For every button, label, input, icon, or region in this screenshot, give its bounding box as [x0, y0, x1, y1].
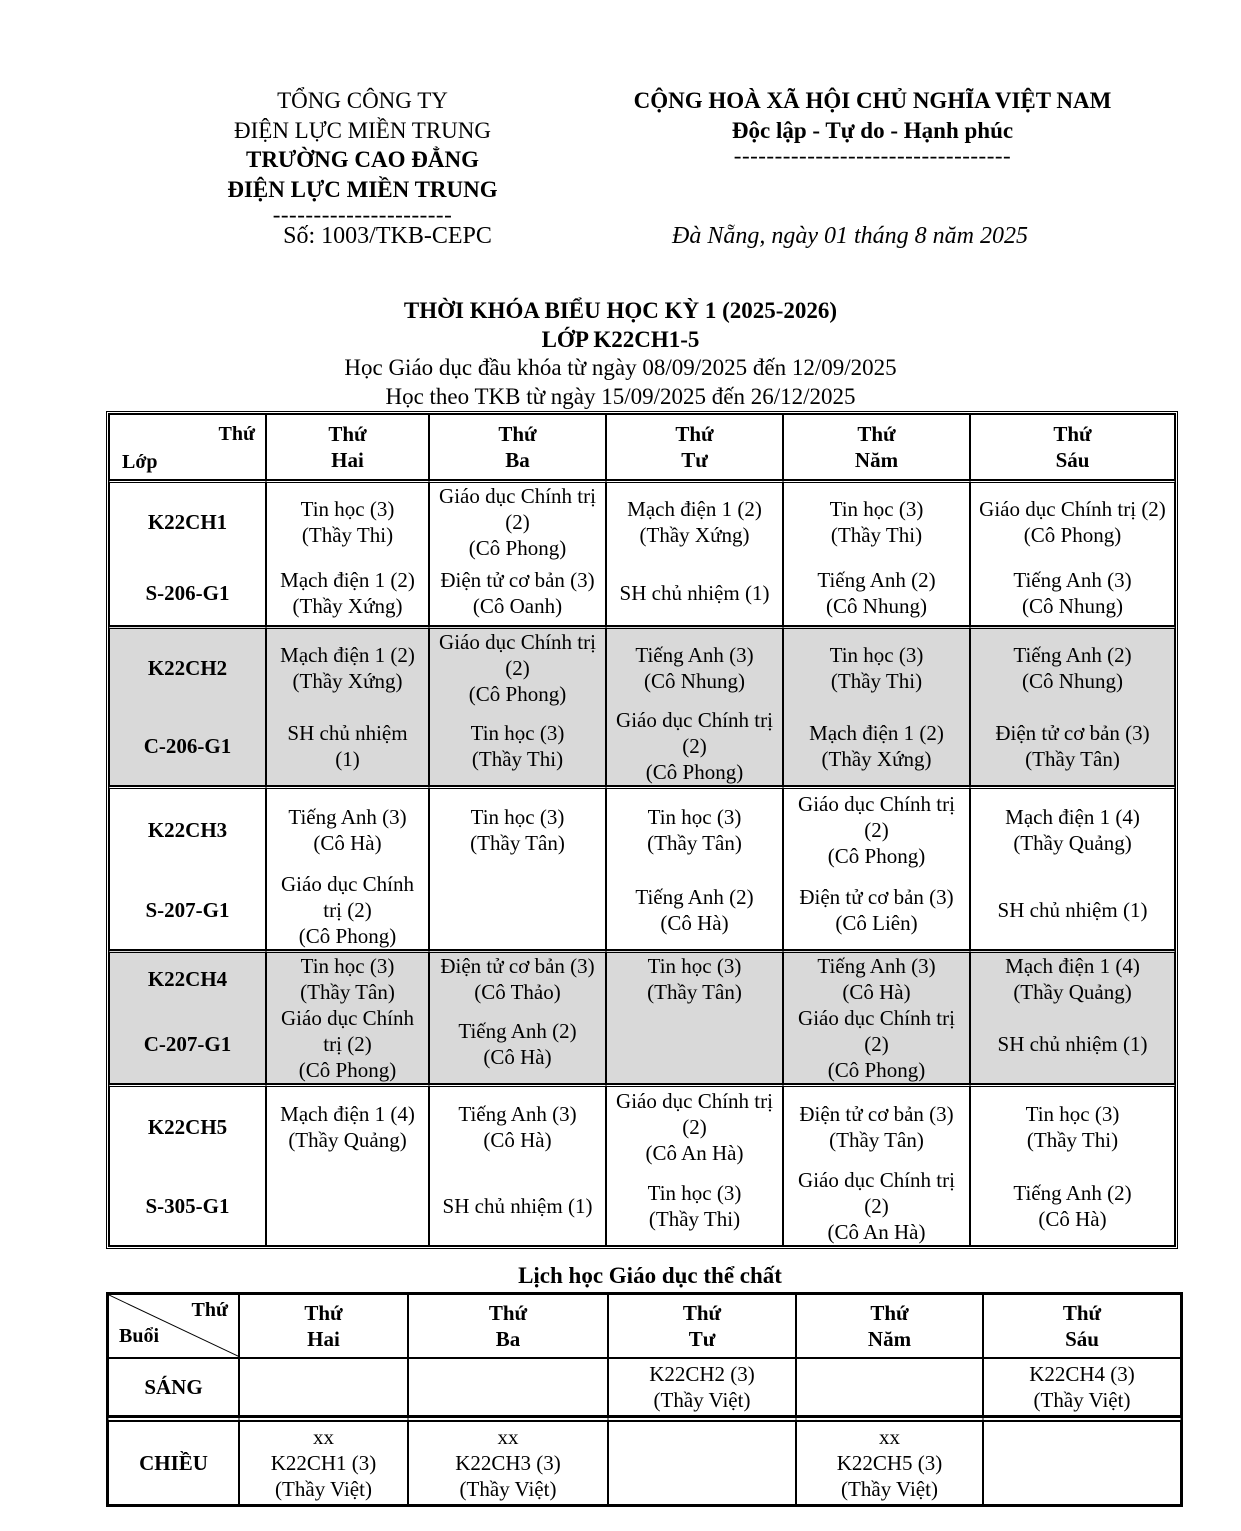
day-header-top: Thứ — [488, 1301, 528, 1325]
day-header-name: Tư — [688, 1327, 716, 1351]
class-row-k22ch3 — [109, 786, 1175, 871]
title-line-4: Học theo TKB từ ngày 15/09/2025 đến 26/12/2025 — [385, 383, 856, 409]
day-header-ba — [429, 414, 606, 480]
corner-cell — [109, 414, 266, 480]
lesson-cell — [266, 1167, 429, 1246]
day-header-name: Hai — [331, 448, 364, 472]
room-row-c-207-g1 — [109, 1005, 1175, 1084]
lesson-cell: Giáo dục Chính trị (2) (Cô Phong) — [266, 1005, 429, 1084]
lesson-cell: Giáo dục Chính trị (2) (Cô Phong) — [429, 480, 606, 561]
pe-day-header-sáu — [983, 1294, 1181, 1358]
class-name-cell: K22CH1 — [109, 480, 266, 561]
lesson-cell: Giáo dục Chính trị (2) (Cô Phong) — [783, 1005, 970, 1084]
lesson-cell: Tin học (3) (Thầy Thi) — [429, 707, 606, 786]
room-cell: S-206-G1 — [109, 561, 266, 626]
pe-day-header-tư — [608, 1294, 796, 1358]
document-date: Đà Nẵng, ngày 01 tháng 8 năm 2025 — [672, 223, 1028, 249]
lesson-cell: Giáo dục Chính trị (2) (Cô Phong) — [266, 871, 429, 950]
class-name-cell: K22CH2 — [109, 626, 266, 707]
day-header-top: Thứ — [675, 422, 714, 446]
room-cell: S-305-G1 — [109, 1167, 266, 1246]
day-header-top: Thứ — [328, 422, 367, 446]
pe-row-afternoon — [108, 1416, 1181, 1505]
day-header-name: Sáu — [1065, 1327, 1099, 1351]
lesson-cell: Mạch điện 1 (2) (Thầy Xứng) — [606, 480, 783, 561]
pe-lesson-cell — [983, 1416, 1181, 1505]
lesson-cell: Tiếng Anh (2) (Cô Nhung) — [970, 626, 1175, 707]
class-row-k22ch5 — [109, 1084, 1175, 1167]
pe-lesson-cell: xx K22CH3 (3) (Thầy Việt) — [408, 1416, 608, 1505]
day-header-top: Thứ — [857, 422, 896, 446]
pe-lesson-cell: K22CH4 (3) (Thầy Việt) — [983, 1358, 1181, 1416]
lesson-cell: Mạch điện 1 (4) (Thầy Quảng) — [970, 950, 1175, 1005]
lesson-cell: Tiếng Anh (3) (Cô Nhung) — [606, 626, 783, 707]
day-header-sáu — [970, 414, 1175, 480]
day-header-tư — [606, 414, 783, 480]
lesson-cell: Điện tử cơ bản (3) (Cô Oanh) — [429, 561, 606, 626]
issuer-separator: ---------------------- — [272, 202, 453, 227]
day-header-name: Hai — [307, 1327, 340, 1351]
lesson-cell: Giáo dục Chính trị (2) (Cô Phong) — [606, 707, 783, 786]
corner-class-label: Lớp — [122, 451, 158, 473]
lesson-cell: SH chủ nhiệm (1) — [970, 871, 1175, 950]
national-motto: Độc lập - Tự do - Hạnh phúc — [731, 117, 1014, 143]
pe-day-header-năm — [796, 1294, 983, 1358]
day-header-name: Ba — [495, 1327, 521, 1351]
lesson-cell: Mạch điện 1 (2) (Thầy Xứng) — [783, 707, 970, 786]
room-cell: C-206-G1 — [109, 707, 266, 786]
pe-schedule-title: Lịch học Giáo dục thể chất — [518, 1263, 782, 1288]
pe-session-cell: SÁNG — [108, 1358, 239, 1416]
lesson-cell: SH chủ nhiệm (1) — [429, 1167, 606, 1246]
room-row-c-206-g1 — [109, 707, 1175, 786]
title-line-1: THỜI KHÓA BIỂU HỌC KỲ 1 (2025-2026) — [403, 298, 838, 323]
lesson-cell: Mạch điện 1 (4) (Thầy Quảng) — [266, 1084, 429, 1167]
lesson-cell: Tin học (3) (Thầy Thi) — [970, 1084, 1175, 1167]
national-motto-block — [600, 86, 1145, 167]
class-name-cell: K22CH4 — [109, 950, 266, 1005]
lesson-cell: Mạch điện 1 (4) (Thầy Quảng) — [970, 786, 1175, 871]
lesson-cell: SH chủ nhiệm (1) — [606, 561, 783, 626]
day-header-hai — [266, 414, 429, 480]
issuer-line-3: TRƯỜNG CAO ĐẲNG — [246, 147, 479, 172]
title-line-2: LỚP K22CH1-5 — [541, 326, 700, 352]
lesson-cell: Tiếng Anh (3) (Cô Hà) — [266, 786, 429, 871]
lesson-cell: Tin học (3) (Thầy Thi) — [783, 480, 970, 561]
issuer-line-2: ĐIỆN LỰC MIỀN TRUNG — [234, 117, 491, 143]
lesson-cell: Giáo dục Chính trị (2) (Cô Phong) — [783, 786, 970, 871]
lesson-cell: Tiếng Anh (3) (Cô Nhung) — [970, 561, 1175, 626]
lesson-cell: Giáo dục Chính trị (2) (Cô An Hà) — [783, 1167, 970, 1246]
day-header-top: Thứ — [682, 1301, 722, 1325]
timetable-header-row — [109, 414, 1175, 480]
pe-corner-cell — [108, 1294, 239, 1358]
pe-row-morning — [108, 1358, 1181, 1416]
pe-schedule-table — [106, 1292, 1183, 1507]
class-row-k22ch4 — [109, 950, 1175, 1005]
pe-header-row — [108, 1294, 1181, 1358]
pe-lesson-cell — [408, 1358, 608, 1416]
lesson-cell: Tiếng Anh (2) (Cô Hà) — [429, 1005, 606, 1084]
day-header-top: Thứ — [1053, 422, 1092, 446]
lesson-cell: Tin học (3) (Thầy Thi) — [266, 480, 429, 561]
lesson-cell: Giáo dục Chính trị (2) (Cô An Hà) — [606, 1084, 783, 1167]
class-name-cell: K22CH3 — [109, 786, 266, 871]
pe-corner-day-label: Thứ — [191, 1299, 228, 1321]
corner-day-label: Thứ — [218, 423, 255, 445]
day-header-name: Ba — [505, 448, 530, 472]
room-cell: C-207-G1 — [109, 1005, 266, 1084]
pe-corner-session-label: Buổi — [119, 1325, 160, 1347]
class-row-k22ch2 — [109, 626, 1175, 707]
lesson-cell: Giáo dục Chính trị (2) (Cô Phong) — [429, 626, 606, 707]
pe-day-header-ba — [408, 1294, 608, 1358]
day-header-top: Thứ — [870, 1301, 909, 1325]
lesson-cell: Điện tử cơ bản (3) (Thầy Tân) — [783, 1084, 970, 1167]
lesson-cell: Điện tử cơ bản (3) (Cô Thảo) — [429, 950, 606, 1005]
lesson-cell: Tin học (3) (Thầy Thi) — [783, 626, 970, 707]
day-header-name: Sáu — [1055, 448, 1090, 472]
pe-lesson-cell: xx K22CH5 (3) (Thầy Việt) — [796, 1416, 983, 1505]
issuer-line-1: TỔNG CÔNG TY — [277, 88, 448, 113]
class-name-cell: K22CH5 — [109, 1084, 266, 1167]
lesson-cell: Mạch điện 1 (2) (Thầy Xứng) — [266, 561, 429, 626]
pe-lesson-cell — [239, 1358, 408, 1416]
room-row-s-207-g1 — [109, 871, 1175, 950]
issuer-block — [200, 86, 525, 226]
lesson-cell: Điện tử cơ bản (3) (Thầy Tân) — [970, 707, 1175, 786]
lesson-cell: Điện tử cơ bản (3) (Cô Liên) — [783, 871, 970, 950]
pe-lesson-cell: K22CH2 (3) (Thầy Việt) — [608, 1358, 796, 1416]
document-number: Số: 1003/TKB-CEPC — [283, 223, 492, 249]
lesson-cell: SH chủ nhiệm (1) — [266, 707, 429, 786]
issuer-line-4: ĐIỆN LỰC MIỀN TRUNG — [227, 176, 498, 202]
pe-lesson-cell — [608, 1416, 796, 1505]
day-header-năm — [783, 414, 970, 480]
pe-day-header-hai — [239, 1294, 408, 1358]
timetable — [106, 411, 1178, 1249]
day-header-name: Năm — [867, 1327, 912, 1351]
lesson-cell: Tiếng Anh (2) (Cô Hà) — [606, 871, 783, 950]
pe-lesson-cell — [796, 1358, 983, 1416]
lesson-cell: Giáo dục Chính trị (2) (Cô Phong) — [970, 480, 1175, 561]
pe-lesson-cell: xx K22CH1 (3) (Thầy Việt) — [239, 1416, 408, 1505]
motto-separator: ---------------------------------- — [733, 143, 1012, 168]
lesson-cell: Tin học (3) (Thầy Thi) — [606, 1167, 783, 1246]
pe-session-cell: CHIỀU — [108, 1416, 239, 1505]
lesson-cell: Tiếng Anh (3) (Cô Hà) — [783, 950, 970, 1005]
lesson-cell: SH chủ nhiệm (1) — [970, 1005, 1175, 1084]
lesson-cell — [429, 871, 606, 950]
national-title: CỘNG HOÀ XÃ HỘI CHỦ NGHĨA VIỆT NAM — [633, 88, 1112, 113]
lesson-cell: Tin học (3) (Thầy Tân) — [429, 786, 606, 871]
lesson-cell: Tiếng Anh (2) (Cô Hà) — [970, 1167, 1175, 1246]
day-header-top: Thứ — [304, 1301, 343, 1325]
lesson-cell: Tiếng Anh (2) (Cô Nhung) — [783, 561, 970, 626]
room-cell: S-207-G1 — [109, 871, 266, 950]
day-header-top: Thứ — [1062, 1301, 1102, 1325]
day-header-name: Năm — [854, 448, 899, 472]
lesson-cell: Tin học (3) (Thầy Tân) — [606, 786, 783, 871]
class-row-k22ch1 — [109, 480, 1175, 561]
lesson-cell: Mạch điện 1 (2) (Thầy Xứng) — [266, 626, 429, 707]
timetable-title — [0, 297, 1241, 411]
day-header-name: Tư — [681, 448, 708, 472]
lesson-cell — [606, 1005, 783, 1084]
room-row-s-305-g1 — [109, 1167, 1175, 1246]
lesson-cell: Tin học (3) (Thầy Tân) — [606, 950, 783, 1005]
lesson-cell: Tin học (3) (Thầy Tân) — [266, 950, 429, 1005]
title-line-3: Học Giáo dục đầu khóa từ ngày 08/09/2025 đến 12/09/2025 — [344, 355, 897, 380]
room-row-s-206-g1 — [109, 561, 1175, 626]
lesson-cell: Tiếng Anh (3) (Cô Hà) — [429, 1084, 606, 1167]
day-header-top: Thứ — [498, 422, 537, 446]
